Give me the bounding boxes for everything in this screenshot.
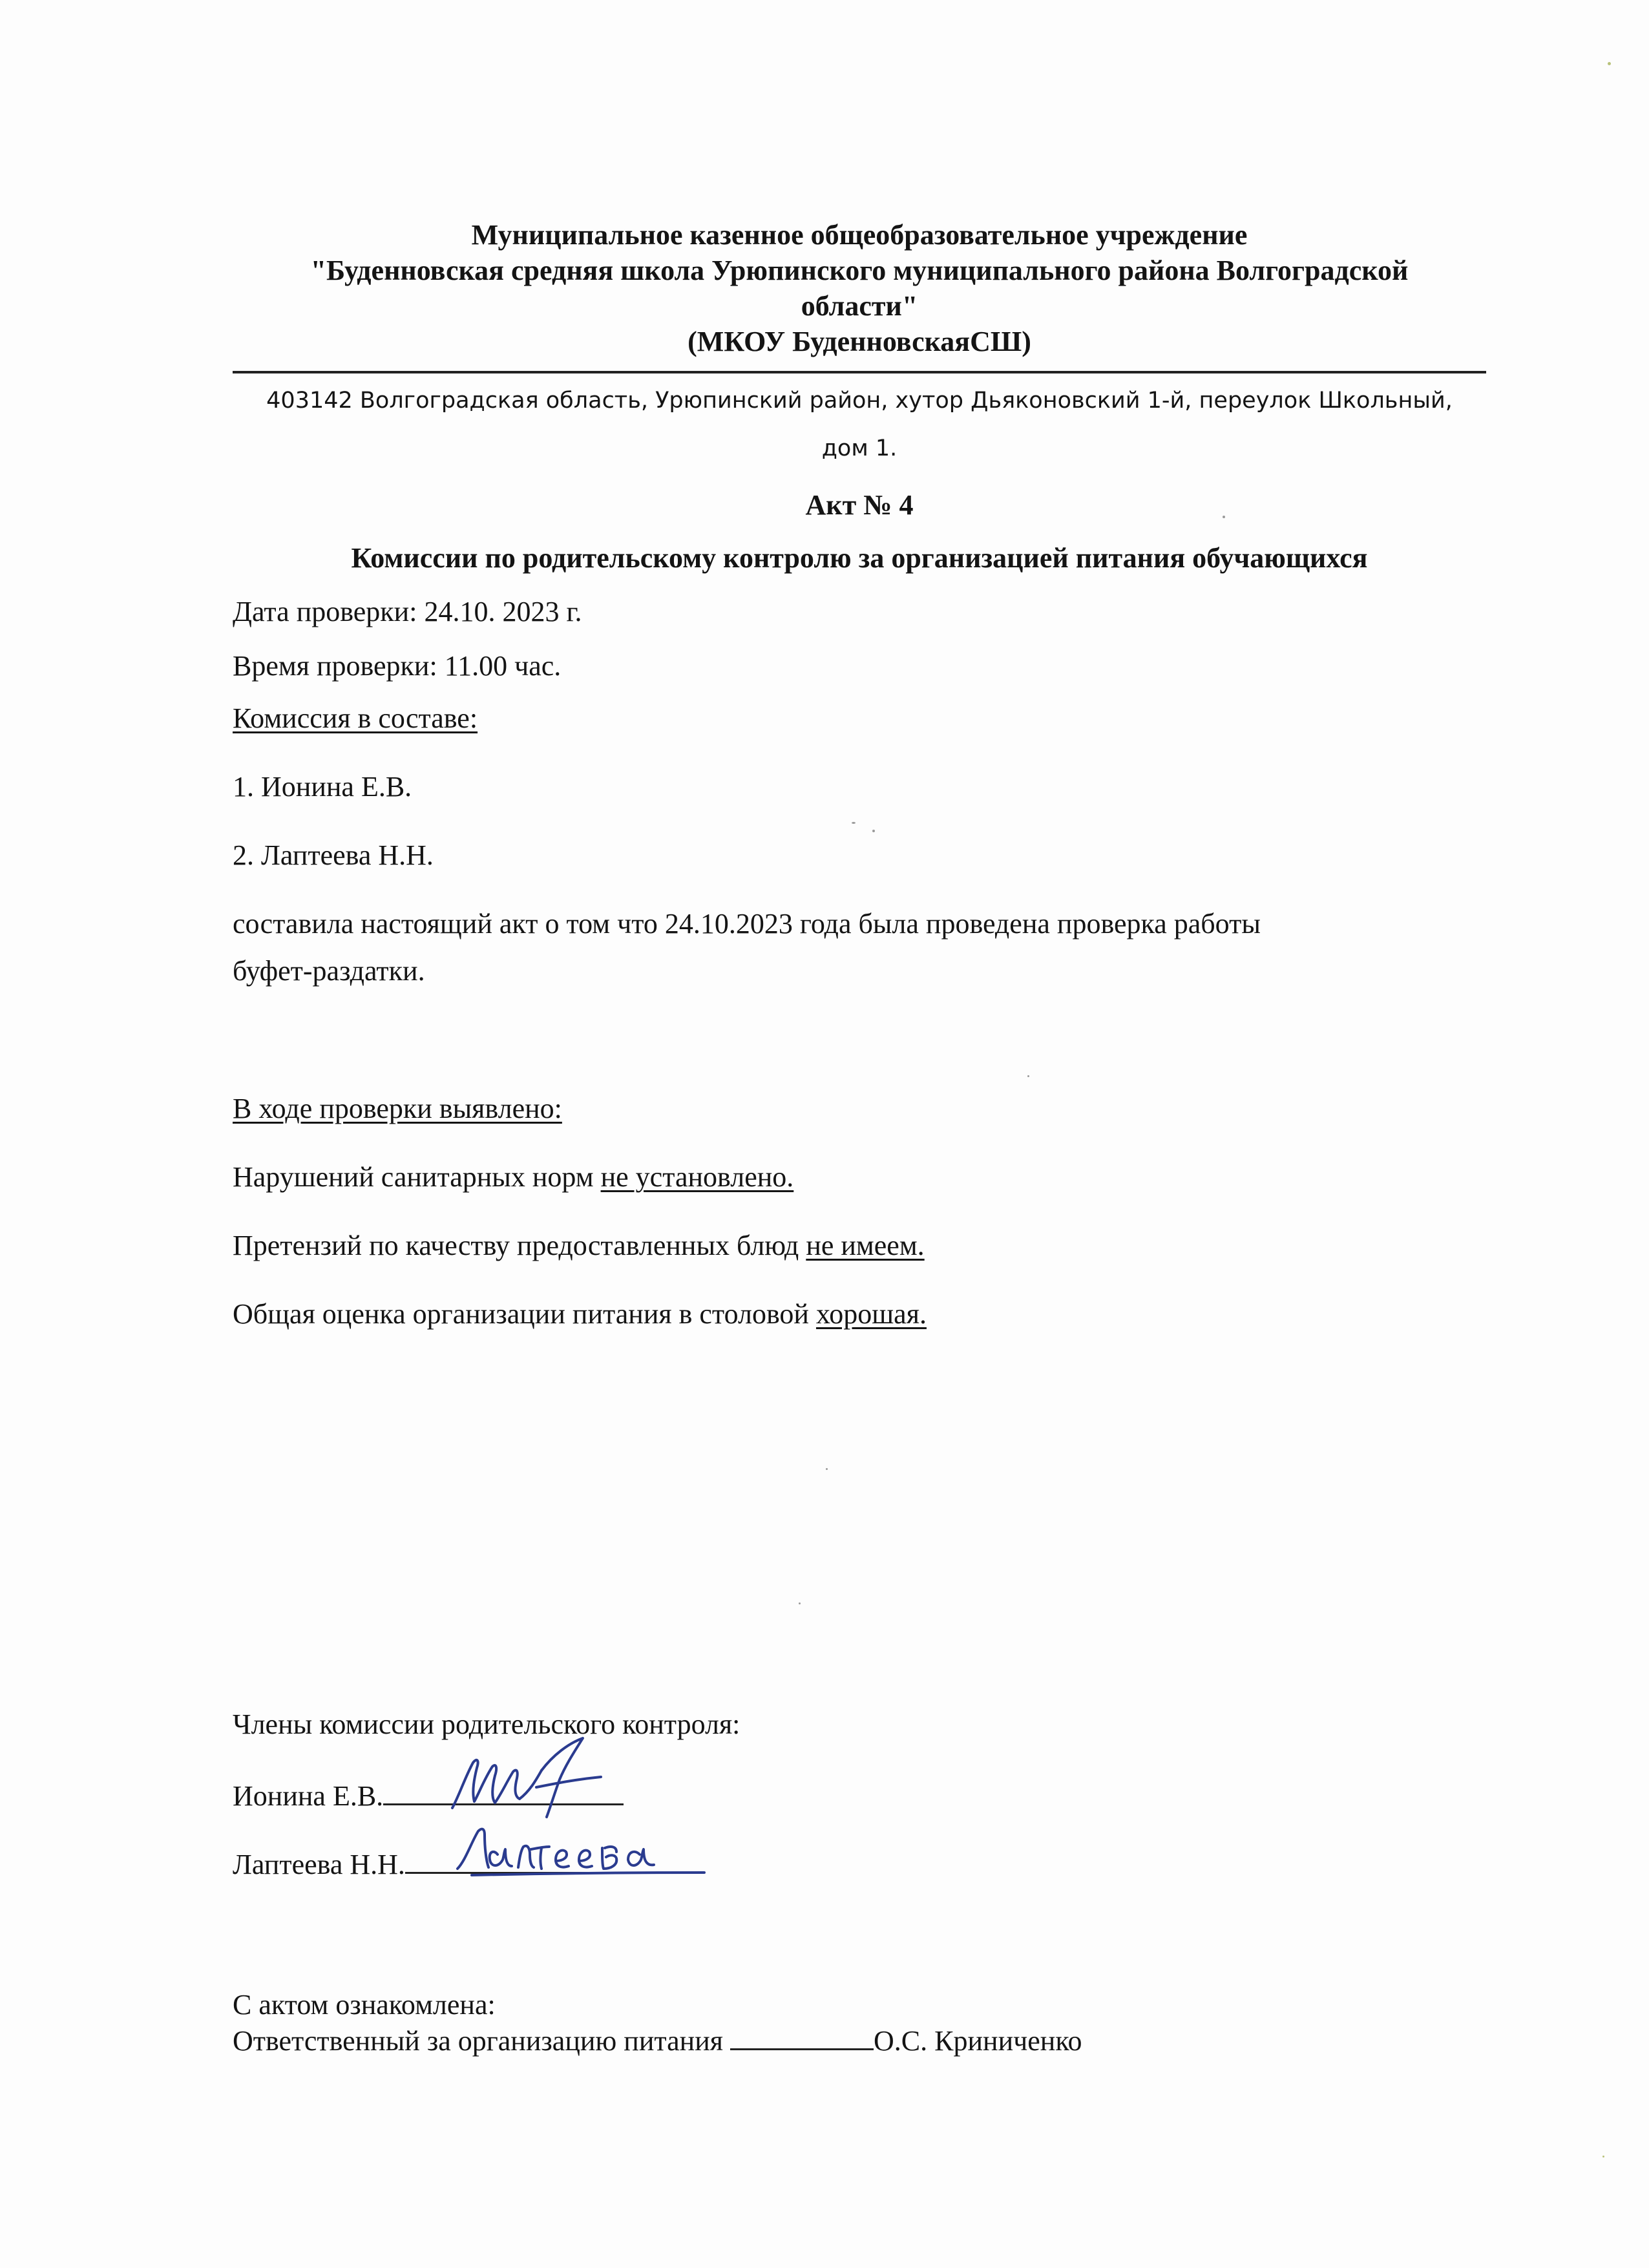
finding-overall-value: хорошая. — [815, 1298, 927, 1330]
scan-speck — [852, 822, 856, 824]
acknowledgement-heading: С актом ознакомлена: — [233, 1989, 496, 2021]
finding-overall-label: Общая оценка организации питания в столовой — [233, 1298, 816, 1330]
header-line-4: (МКОУ БуденновскаяСШ) — [688, 326, 1031, 357]
header-line-3: области" — [801, 290, 918, 322]
statement-line-2: буфет-раздатки. — [233, 955, 425, 987]
header-divider — [233, 371, 1486, 373]
scan-speck — [1223, 516, 1225, 518]
signature-line-1 — [383, 1803, 624, 1805]
statement-line-1: составила настоящий акт о том что 24.10.2023 года была проведена проверка работы — [233, 908, 1261, 940]
signatures-heading: Члены комиссии родительского контроля: — [233, 1708, 740, 1740]
responsible-name: О.С. Криниченко — [874, 2025, 1082, 2057]
responsible-signature-line — [730, 2048, 874, 2050]
commission-member-2: 2. Лаптеева Н.Н. — [233, 839, 434, 871]
header-line-1: Муниципальное казенное общеобразовательное учреждение — [471, 219, 1248, 251]
scan-speck — [1027, 1075, 1029, 1077]
institution-address — [233, 377, 1486, 472]
commission-heading: Комиссия в составе: — [233, 702, 478, 734]
scan-speck — [826, 1468, 828, 1470]
scan-speck — [799, 1602, 801, 1604]
responsible-role: Ответственный за организацию питания — [233, 2025, 730, 2057]
scan-speck — [872, 830, 875, 832]
finding-sanitary-label: Нарушений санитарных норм — [233, 1161, 601, 1193]
signature-name-1: Ионина Е.В. — [233, 1780, 384, 1812]
act-title: Комиссии по родительскому контролю за организацией питания обучающихся — [351, 542, 1368, 574]
finding-quality-label: Претензий по качеству предоставленных блюд — [233, 1230, 806, 1261]
findings-heading: В ходе проверки выявлено: — [233, 1093, 562, 1124]
signature-row-1 — [233, 1778, 624, 1814]
finding-sanitary-value: не установлено. — [600, 1161, 794, 1193]
finding-quality-value: не имеем. — [806, 1230, 925, 1261]
signature-row-2 — [233, 1847, 684, 1883]
signature-name-2: Лаптеева Н.Н. — [233, 1849, 405, 1880]
signature-line-2 — [405, 1872, 684, 1874]
address-line-2: дом 1. — [821, 436, 898, 461]
acknowledgement-row — [233, 2023, 1082, 2059]
header-line-2: "Буденновская средняя школа Урюпинского муниципального района Волгоградской — [310, 255, 1409, 286]
commission-member-1: 1. Ионина Е.В. — [233, 771, 412, 803]
inspection-time: Время проверки: 11.00 час. — [233, 650, 562, 682]
inspection-date: Дата проверки: 24.10. 2023 г. — [233, 596, 582, 627]
finding-overall — [233, 1296, 927, 1332]
finding-quality — [233, 1228, 925, 1264]
scan-speck — [1608, 62, 1611, 65]
scan-speck — [1602, 2156, 1604, 2158]
act-number: Акт № 4 — [805, 489, 914, 521]
finding-sanitary — [233, 1159, 793, 1195]
institution-header — [233, 217, 1486, 359]
address-line-1: 403142 Волгоградская область, Урюпинский район, хутор Дьяконовский 1-й, переулок Школьный, — [266, 388, 1453, 414]
